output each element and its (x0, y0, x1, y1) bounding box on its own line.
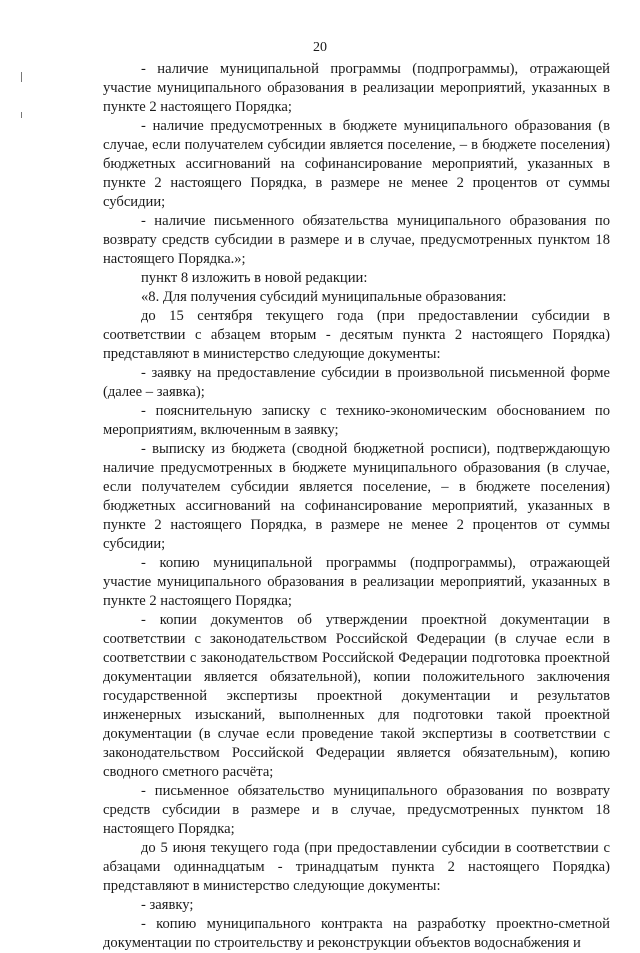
paragraph: - наличие предусмотренных в бюджете муниципального образования (в случае, если получателем субсидии является поселение, – в бюджете поселения) бюджетных ассигнований на софинансирование мероприятий, указанных в пункте 2 настоящего Порядка, в размере не менее 2 процентов от суммы субсидии; (103, 118, 610, 210)
paragraph: - выписку из бюджета (сводной бюджетной росписи), подтверждающую наличие предусмотренных в бюджете муниципального образования (в случае, если получателем субсидии является поселение, – в бюджете поселения) бюджетных ассигнований на софинансирование мероприятий, указанных в пункте 2 настоящего Порядка, в размере не менее 2 процентов от суммы субсидии; (103, 441, 610, 552)
page-number: 20 (313, 40, 327, 55)
paragraph: - наличие письменного обязательства муниципального образования по возврату средств субсидии в размере и в случае, предусмотренных пунктом 18 настоящего Порядка.»; (103, 213, 610, 267)
paragraph: - заявку; (141, 897, 194, 913)
margin-mark (21, 112, 22, 118)
paragraph: - пояснительную записку с технико-экономическим обоснованием по мероприятиям, включенным в заявку; (103, 403, 610, 438)
paragraph: «8. Для получения субсидий муниципальные образования: (141, 289, 507, 305)
paragraph: до 5 июня текущего года (при предоставлении субсидии в соответствии с абзацами одиннадцатым - тринадцатым пункта 2 настоящего Порядка) представляют в министерство следующие документы: (103, 840, 610, 894)
paragraph: - наличие муниципальной программы (подпрограммы), отражающей участие муниципального образования в реализации мероприятий, указанных в пункте 2 настоящего Порядка; (103, 61, 610, 115)
paragraph: - копию муниципальной программы (подпрограммы), отражающей участие муниципального образования в реализации мероприятий, указанных в пункте 2 настоящего Порядка; (103, 555, 610, 609)
paragraph: до 15 сентября текущего года (при предоставлении субсидии в соответствии с абзацем вторым - десятым пункта 2 настоящего Порядка) представляют в министерство следующие документы: (103, 308, 610, 362)
paragraph: - копию муниципального контракта на разработку проектно-сметной документации по строительству и реконструкции объектов водоснабжения и (103, 916, 610, 951)
paragraph: - письменное обязательство муниципального образования по возврату средств субсидии в размере и в случае, предусмотренных пунктом 18 настоящего Порядка; (103, 783, 610, 837)
paragraph: - копии документов об утверждении проектной документации в соответствии с законодательством Российской Федерации (в случае если в соответствии с законодательством Российской Федерации подготовка проектной документации является обязательной), копии положительного заключения государственной экспертизы проектной документации и результатов инженерных изысканий, выполненных для подготовки такой проектной документации (в случае если проведение такой экспертизы в соответствии с законодательством Российской Федерации является обязательным), копию сводного сметного расчёта; (103, 612, 610, 780)
paragraph: пункт 8 изложить в новой редакции: (141, 270, 368, 286)
margin-mark (21, 72, 22, 82)
paragraph: - заявку на предоставление субсидии в произвольной письменной форме (далее – заявка); (103, 365, 610, 400)
document-body (103, 60, 610, 953)
